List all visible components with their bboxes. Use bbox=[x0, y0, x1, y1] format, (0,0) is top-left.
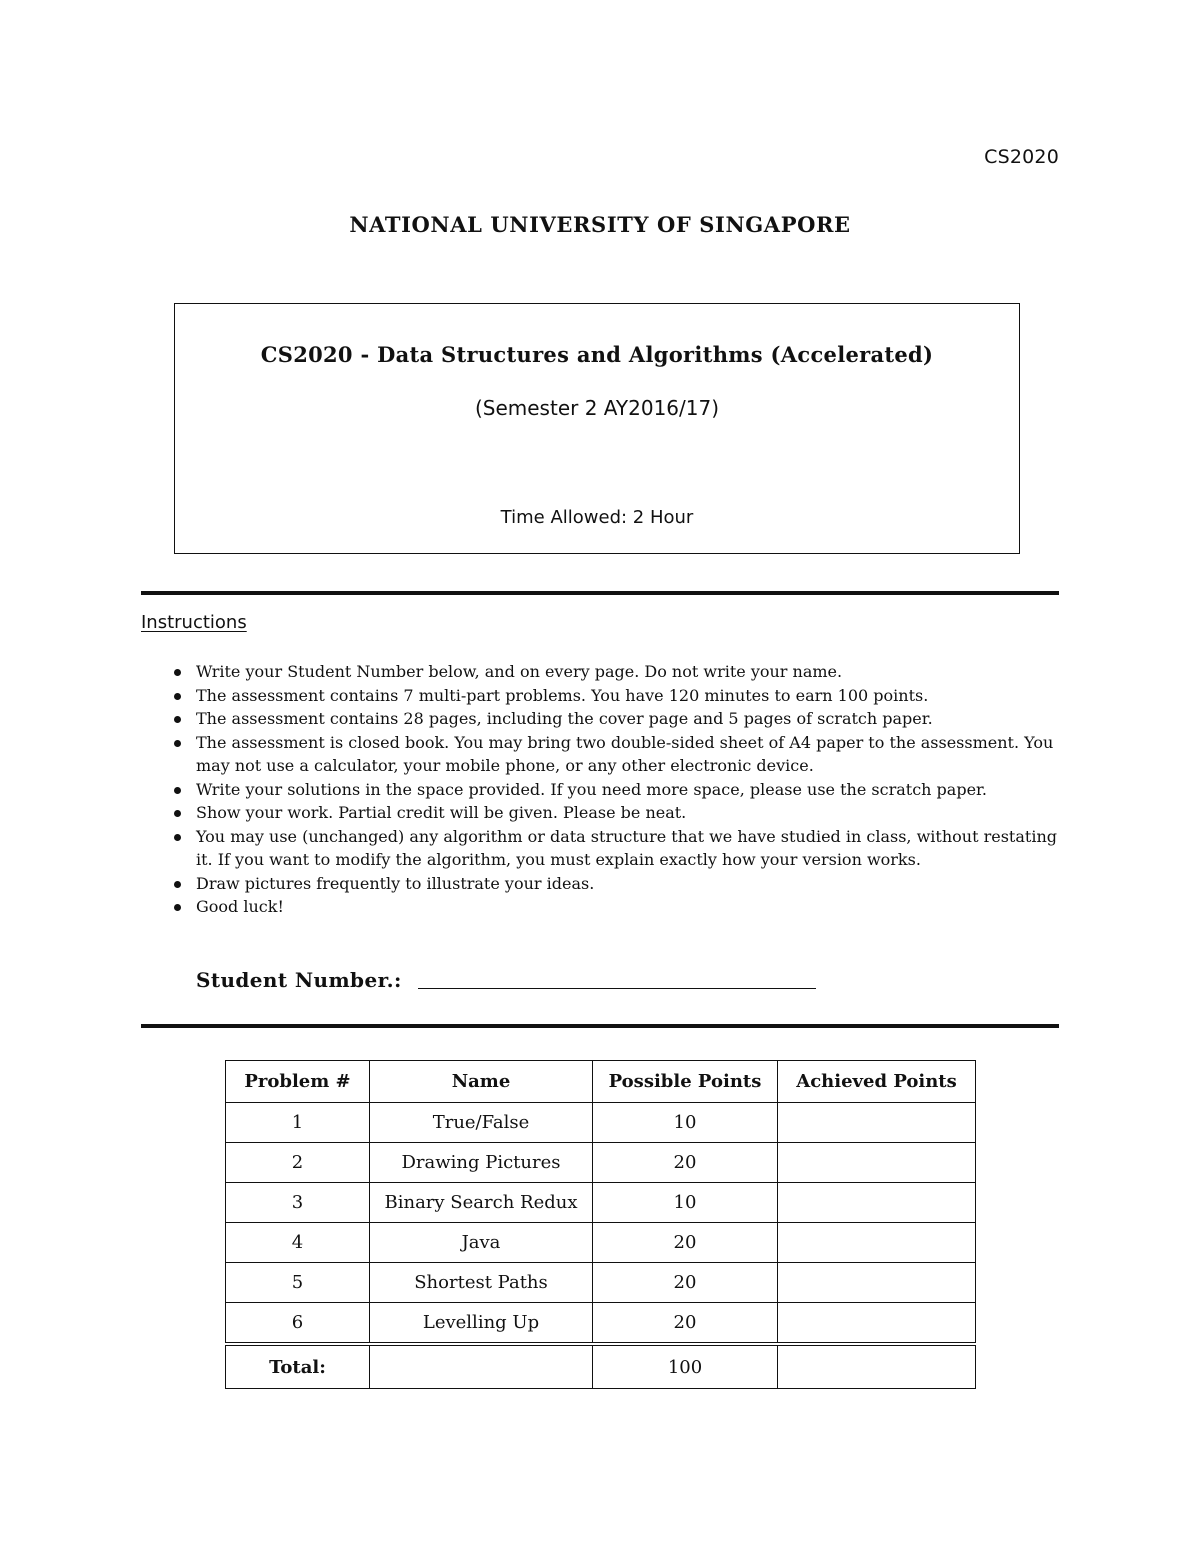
cell-name: Levelling Up bbox=[370, 1303, 593, 1345]
course-title: CS2020 - Data Structures and Algorithms (Accelerated) bbox=[260, 342, 934, 367]
cell-possible: 10 bbox=[593, 1183, 778, 1223]
instructions-list bbox=[174, 660, 1060, 919]
cell-possible: 20 bbox=[593, 1223, 778, 1263]
table-header-row bbox=[226, 1061, 976, 1103]
cell-name: Binary Search Redux bbox=[370, 1183, 593, 1223]
cell-problem: 3 bbox=[226, 1183, 370, 1223]
cell-achieved[interactable] bbox=[778, 1143, 976, 1183]
cell-name: True/False bbox=[370, 1103, 593, 1143]
total-achieved[interactable] bbox=[778, 1344, 976, 1389]
cell-achieved[interactable] bbox=[778, 1263, 976, 1303]
instruction-text: The assessment contains 28 pages, including the cover page and 5 pages of scratch paper. bbox=[196, 709, 933, 728]
cell-achieved[interactable] bbox=[778, 1223, 976, 1263]
instruction-item bbox=[174, 801, 1060, 825]
table-row bbox=[226, 1303, 976, 1345]
bullet-icon bbox=[174, 881, 181, 888]
header-problem: Problem # bbox=[226, 1061, 370, 1103]
header-possible-points: Possible Points bbox=[593, 1061, 778, 1103]
instruction-item bbox=[174, 660, 1060, 684]
instruction-text: Draw pictures frequently to illustrate your ideas. bbox=[196, 873, 595, 893]
cell-problem: 4 bbox=[226, 1223, 370, 1263]
bullet-icon bbox=[174, 740, 181, 747]
cell-achieved[interactable] bbox=[778, 1303, 976, 1345]
cell-possible: 20 bbox=[593, 1263, 778, 1303]
instruction-item bbox=[174, 872, 1060, 896]
cell-name: Java bbox=[370, 1223, 593, 1263]
table-row bbox=[226, 1183, 976, 1223]
bullet-icon bbox=[174, 834, 181, 841]
points-table bbox=[225, 1060, 976, 1389]
instruction-text: Write your solutions in the space provided. If you need more space, please use the scratch paper. bbox=[196, 779, 988, 799]
student-number-label: Student Number.: bbox=[196, 968, 402, 992]
header-name: Name bbox=[370, 1061, 593, 1103]
instruction-text: The assessment is closed book. You may bring two double-sided sheet of A4 paper to the assessment. You may not use a calculator, your mobile phone, or any other electronic device. bbox=[196, 732, 1054, 775]
cell-problem: 6 bbox=[226, 1303, 370, 1345]
cell-problem: 5 bbox=[226, 1263, 370, 1303]
bullet-icon bbox=[174, 810, 181, 817]
horizontal-rule-top bbox=[141, 591, 1059, 595]
table-row bbox=[226, 1103, 976, 1143]
table-row bbox=[226, 1263, 976, 1303]
instruction-text: Show your work. Partial credit will be given. Please be neat. bbox=[196, 803, 687, 822]
course-title-box bbox=[174, 303, 1020, 554]
bullet-icon bbox=[174, 693, 181, 700]
instruction-item bbox=[174, 895, 1060, 919]
cell-possible: 10 bbox=[593, 1103, 778, 1143]
instruction-text: The assessment contains 7 multi-part problems. You have 120 minutes to earn 100 points. bbox=[196, 685, 929, 705]
cell-name: Shortest Paths bbox=[370, 1263, 593, 1303]
semester-label: (Semester 2 AY2016/17) bbox=[474, 396, 720, 420]
instruction-item bbox=[174, 778, 1060, 802]
cell-achieved[interactable] bbox=[778, 1103, 976, 1143]
cell-possible: 20 bbox=[593, 1303, 778, 1345]
instruction-text: Good luck! bbox=[196, 897, 284, 916]
student-number-row bbox=[196, 968, 816, 992]
bullet-icon bbox=[174, 669, 181, 676]
cell-problem: 1 bbox=[226, 1103, 370, 1143]
cell-name: Drawing Pictures bbox=[370, 1143, 593, 1183]
time-allowed: Time Allowed: 2 Hour bbox=[500, 507, 694, 528]
cell-possible: 20 bbox=[593, 1143, 778, 1183]
total-possible: 100 bbox=[593, 1344, 778, 1389]
instruction-item bbox=[174, 825, 1060, 872]
table-row bbox=[226, 1223, 976, 1263]
instruction-item bbox=[174, 707, 1060, 731]
bullet-icon bbox=[174, 904, 181, 911]
bullet-icon bbox=[174, 716, 181, 723]
cell-achieved[interactable] bbox=[778, 1183, 976, 1223]
horizontal-rule-bottom bbox=[141, 1024, 1059, 1028]
instruction-item bbox=[174, 684, 1060, 708]
total-label: Total: bbox=[226, 1344, 370, 1389]
header-achieved-points: Achieved Points bbox=[778, 1061, 976, 1103]
total-name bbox=[370, 1344, 593, 1389]
total-row bbox=[226, 1344, 976, 1389]
university-name: NATIONAL UNIVERSITY OF SINGAPORE bbox=[349, 212, 851, 237]
instruction-text: You may use (unchanged) any algorithm or data structure that we have studied in class, without restating it. If you want to modify the algorithm, you must explain exactly how your version works. bbox=[196, 826, 1057, 869]
instructions-heading: Instructions bbox=[141, 612, 247, 633]
bullet-icon bbox=[174, 787, 181, 794]
table-row bbox=[226, 1143, 976, 1183]
instruction-text: Write your Student Number below, and on every page. Do not write your name. bbox=[196, 662, 843, 681]
instruction-item bbox=[174, 731, 1060, 778]
course-code-header: CS2020 bbox=[984, 146, 1059, 168]
student-number-field[interactable] bbox=[418, 988, 816, 989]
cell-problem: 2 bbox=[226, 1143, 370, 1183]
